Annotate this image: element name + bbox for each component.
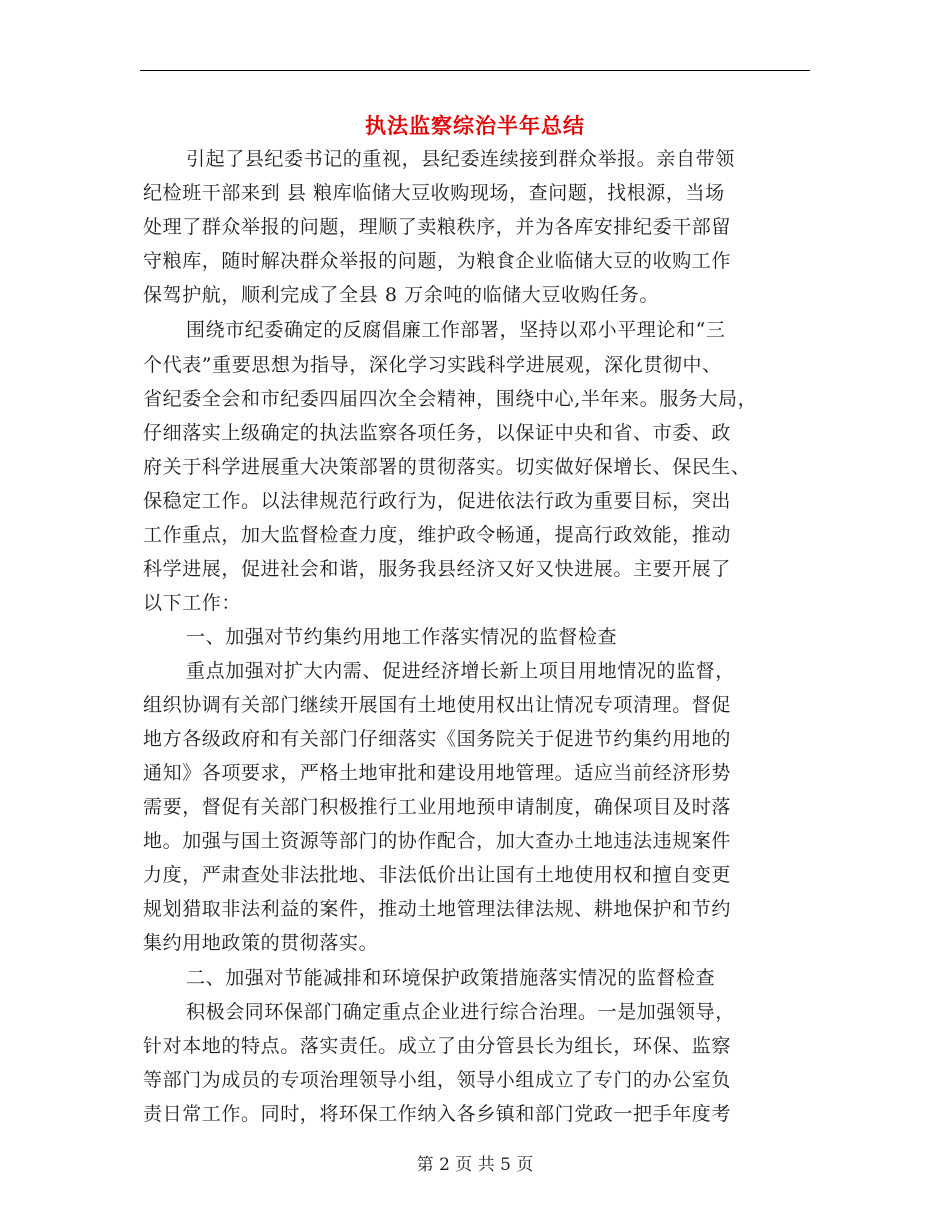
paragraph-line: 需要，督促有关部门积极推行工业用地预申请制度，确保项目及时落: [143, 796, 732, 818]
paragraph-line: 地方各级政府和有关部门仔细落实《国务院关于促进节约集约用地的: [143, 728, 732, 750]
section-heading: 二、加强对节能减排和环境保护政策措施落实情况的监督检查: [186, 967, 716, 989]
paragraph-line: 等部门为成员的专项治理领导小组，领导小组成立了专门的办公室负: [143, 1069, 732, 1091]
paragraph-line: 纪检班干部来到 县 粮库临储大豆收购现场，查问题，找根源，当场: [143, 182, 725, 204]
paragraph-line: 组织协调有关部门继续开展国有土地使用权出让情况专项清理。督促: [143, 694, 732, 716]
paragraph-line: 科学进展，促进社会和谐，服务我县经济又好又快进展。主要开展了: [143, 558, 732, 580]
paragraph-line: 围绕市纪委确定的反腐倡廉工作部署，坚持以邓小平理论和“三: [186, 319, 726, 341]
paragraph-line: 重点加强对扩大内需、促进经济增长新上项目用地情况的监督，: [186, 660, 735, 682]
paragraph-line: 府关于科学进展重大决策部署的贯彻落实。切实做好保增长、保民生、: [143, 456, 751, 478]
paragraph-line: 保稳定工作。以法律规范行政行为，促进依法行政为重要目标，突出: [143, 490, 732, 512]
paragraph-line: 处理了群众举报的问题，理顺了卖粮秩序，并为各库安排纪委干部留: [143, 216, 732, 238]
section-heading: 一、加强对节约集约用地工作落实情况的监督检查: [186, 626, 618, 648]
paragraph-line: 针对本地的特点。落实责任。成立了由分管县长为组长，环保、监察: [143, 1035, 732, 1057]
page-number: 第 2 页 共 5 页: [416, 1155, 534, 1175]
paragraph-line: 省纪委全会和市纪委四届四次全会精神，围绕中心,半年来。服务大局，: [143, 388, 758, 410]
paragraph-line: 仔细落实上级确定的执法监察各项任务，以保证中央和省、市委、政: [143, 422, 732, 444]
document-title: 执法监察综治半年总结: [365, 113, 585, 138]
paragraph-line: 以下工作：: [143, 592, 242, 614]
paragraph-line: 通知》各项要求，严格土地审批和建设用地管理。适应当前经济形势: [143, 762, 732, 784]
paragraph-line: 规划猎取非法利益的案件，推动土地管理法律法规、耕地保护和节约: [143, 898, 732, 920]
paragraph-line: 引起了县纪委书记的重视，县纪委连续接到群众举报。亲自带领: [186, 148, 735, 170]
paragraph-line: 个代表”重要思想为指导，深化学习实践科学进展观，深化贯彻中、: [143, 354, 722, 376]
paragraph-line: 责日常工作。同时，将环保工作纳入各乡镇和部门党政一把手年度考: [143, 1103, 732, 1125]
paragraph-line: 集约用地政策的贯彻落实。: [143, 932, 379, 954]
paragraph-line: 守粮库，随时解决群众举报的问题，为粮食企业临储大豆的收购工作: [143, 250, 732, 272]
paragraph-line: 积极会同环保部门确定重点企业进行综合治理。一是加强领导，: [186, 1001, 735, 1023]
paragraph-line: 地。加强与国土资源等部门的协作配合，加大查办土地违法违规案件: [143, 830, 732, 852]
paragraph-line: 力度，严肃查处非法批地、非法低价出让国有土地使用权和擅自变更: [143, 864, 732, 886]
paragraph-line: 工作重点，加大监督检查力度，维护政令畅通，提高行政效能，推动: [143, 524, 732, 546]
page-footer: [140, 1153, 810, 1177]
paragraph-line: 保驾护航，顺利完成了全县 8 万余吨的临储大豆收购任务。: [143, 284, 659, 306]
